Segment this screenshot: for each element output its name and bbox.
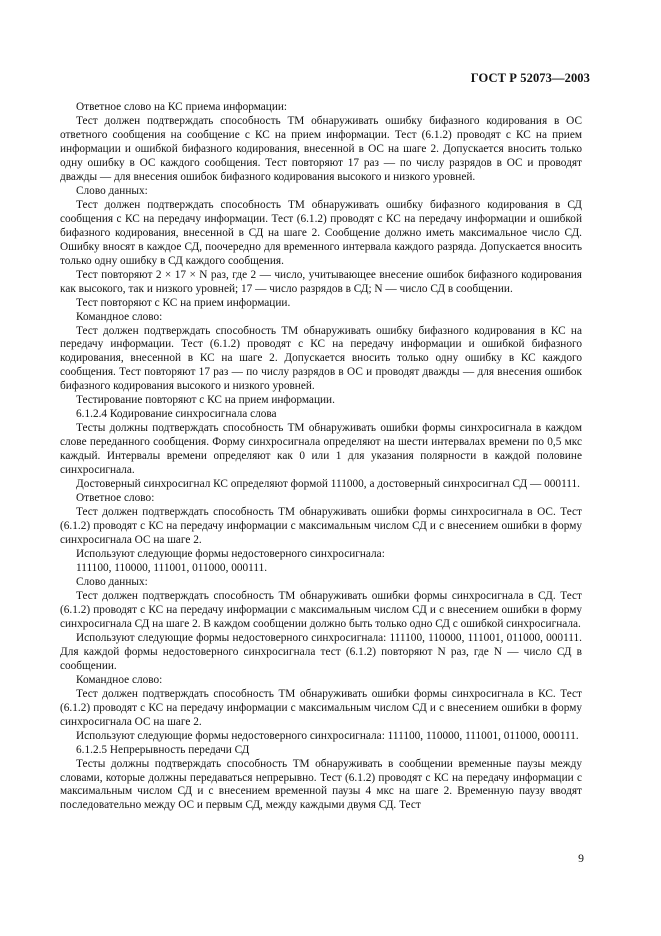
paragraph: Ответное слово: [76,492,155,505]
section-heading: 6.1.2.4 Кодирование синхросигнала слова [76,408,277,421]
page-number: 9 [578,852,584,865]
paragraph: Тест должен подтверждать способность ТМ обнаруживать ошибку бифазного кодирования в ОС ответного сообщения на сообщение с КС на прием информации. Тест (6.1.2) проводят с КС на прием информации и ошибкой бифазного кодирования, внесенной в ОС на шаге 2. Допускается вносить только одну ошибку в ОС каждого сообщения. Тест повторяют 17 раз — по числу разрядов в ОС и проводят дважды — для внесения ошибок бифазного кодирования высокого и низкого уровней. [60,114,582,183]
paragraph: Тест должен подтверждать способность ТМ обнаруживать ошибку бифазного кодирования в СД сообщения с КС на передачу информации. Тест (6.1.2) проводят с КС на передачу информации и ошибкой бифазного кодирования, внесенной в СД на шаге 2. Сообщение должно иметь максимальное число СД. Ошибку вносят в каждое СД, поочередно для временного интервала каждого разряда. Допускается вносить только одну ошибку в СД каждого сообщения. [60,198,582,267]
section-heading: 6.1.2.5 Непрерывность передачи СД [76,743,250,756]
paragraph: Командное слово: [76,310,163,323]
paragraph: Слово данных: [76,184,148,197]
paragraph: Тесты должны подтверждать способность ТМ обнаруживать в сообщении временные паузы между словами, которые должны передаваться непрерывно. Тест (6.1.2) проводят с КС на передачу информации с максимальным числом СД и с внесением временной паузы 4 мкс на шаге 2. Временную паузу вводят последовательно между ОС и первым СД, между каждыми двумя СД. Тест [60,757,582,812]
paragraph: Используют следующие формы недостоверного синхросигнала: [76,548,385,560]
paragraph: Достоверный синхросигнал КС определяют формой 111000, а достоверный синхросигнал СД — 000111. [76,478,580,491]
paragraph: Используют следующие формы недостоверного синхросигнала: 111100, 110000, 111001, 011000, 000111. Для каждой формы недостоверного синхросигнала тест (6.1.2) повторяют N раз, где N — число СД в сообщении. [60,631,582,672]
paragraph: Тест повторяют 2 × 17 × N раз, где 2 — число, учитывающее внесение ошибок бифазного кодирования как высокого, так и низкого уровней; 17 — число разрядов в СД; N — число СД в сообщении. [60,268,582,295]
paragraph: Командное слово: [76,673,163,686]
paragraph: Тестирование повторяют с КС на прием информации. [76,394,335,407]
paragraph: Ответное слово на КС приема информации: [76,101,288,113]
paragraph: Слово данных: [76,575,148,588]
paragraph: Тест должен подтверждать способность ТМ обнаруживать ошибки формы синхросигнала в СД. Тест (6.1.2) проводят с КС на передачу информации с максимальным числом СД и с внесением ошибки в форму синхросигнала СД на шаге 2. В каждом сообщении должно быть только одно СД с ошибкой синхросигнала. [60,589,582,630]
document-code-header: ГОСТ Р 52073—2003 [470,71,590,85]
body-text [60,101,582,813]
paragraph: Тест должен подтверждать способность ТМ обнаруживать ошибку бифазного кодирования в КС на передачу информации. Тест (6.1.2) проводят с КС на передачу информации и ошибкой бифазного кодирования, внесенной в КС на шаге 2. Допускается вносить только одну ошибку в КС каждого сообщения. Тест повторяют 17 раз — по числу разрядов в ОС и проводят дважды — для внесения ошибок бифазного кодирования высокого и низкого уровней. [60,324,582,393]
paragraph: Тест должен подтверждать способность ТМ обнаруживать ошибки формы синхросигнала в КС. Тест (6.1.2) проводят с КС на передачу информации с максимальным числом СД и с внесением ошибки в форму синхросигнала ОС на шаге 2. [60,687,582,728]
paragraph: Тест повторяют с КС на прием информации. [76,296,291,309]
paragraph: Используют следующие формы недостоверного синхросигнала: 111100, 110000, 111001, 011000, 000111. [76,729,579,742]
paragraph: Тест должен подтверждать способность ТМ обнаруживать ошибки формы синхросигнала в ОС. Тест (6.1.2) проводят с КС на передачу информации с максимальным числом СД и с внесением ошибки в форму синхросигнала ОС на шаге 2. [60,506,582,547]
paragraph: Тесты должны подтверждать способность ТМ обнаруживать ошибки формы синхросигнала в каждом слове переданного сообщения. Форму синхросигнала определяют на шести интервалах времени по 0,5 мкс каждый. Интервалы времени определяют как 0 или 1 для указания полярности в каждой половине синхросигнала. [60,422,582,477]
paragraph: 111100, 110000, 111001, 011000, 000111. [76,561,268,574]
